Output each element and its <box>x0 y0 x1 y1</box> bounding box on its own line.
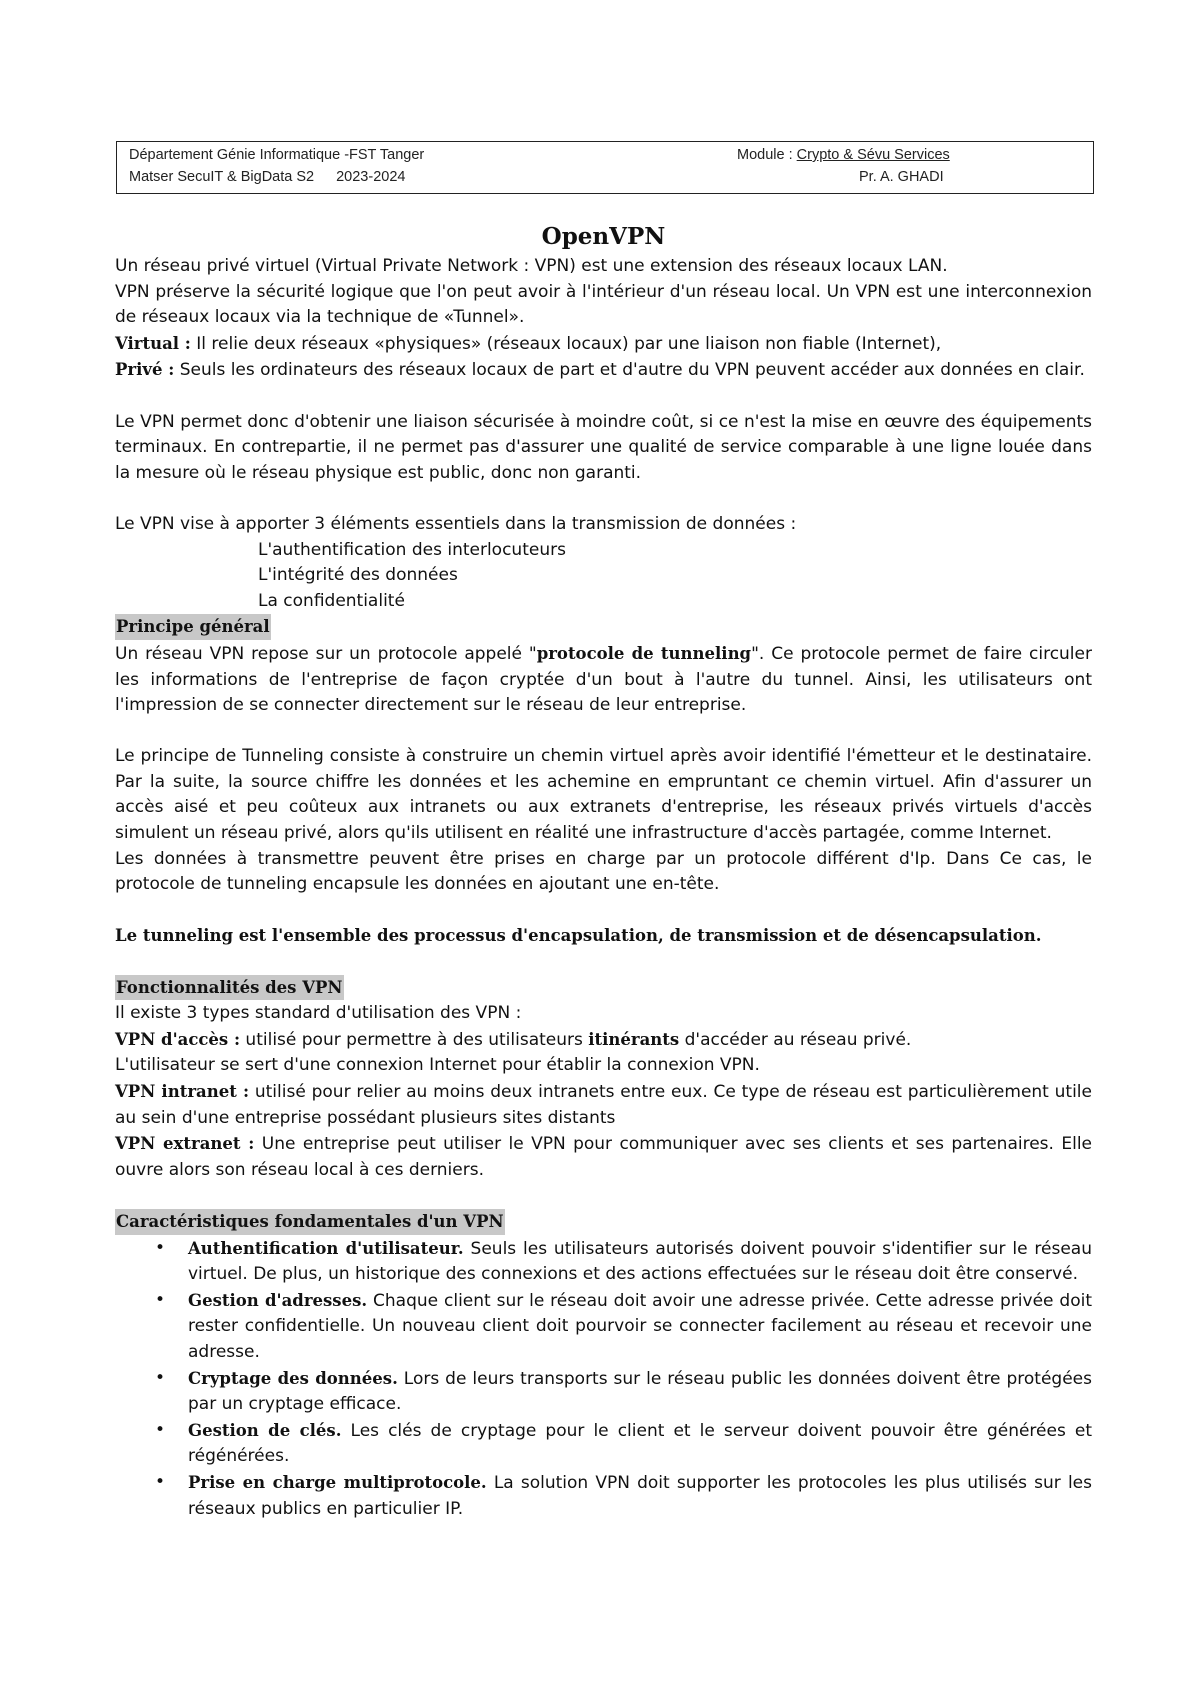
fonctionnalites-intro: Il existe 3 types standard d'utilisation des VPN : <box>115 1003 522 1024</box>
tunneling-statement: Le tunneling est l'ensemble des processus d'encapsulation, de transmission et de désencapsulation. <box>115 926 1042 946</box>
page-title: OpenVPN <box>541 223 666 250</box>
program-line <box>129 169 405 185</box>
list-item: • Gestion de clés. Les clés de cryptage pour le client et le serveur doivent pouvoir être générées et régénérées. <box>115 1418 1092 1470</box>
section-heading-principe: Principe général <box>115 614 271 640</box>
vpn-acces-detail: L'utilisateur se sert d'une connexion Internet pour établir la connexion VPN. <box>115 1055 760 1076</box>
vpn-intranet: VPN intranet : utilisé pour relier au moins deux intranets entre eux. Ce type de réseau est particulièrement utile au sein d'une entreprise possédant plusieurs sites distants <box>115 1082 1092 1128</box>
module-line <box>737 147 950 163</box>
program-label: Matser SecuIT & BigData S2 <box>129 169 315 185</box>
document-body <box>115 222 1092 1522</box>
principe-paragraph-1: Un réseau VPN repose sur un protocole appelé "protocole de tunneling". Ce protocole permet de faire circuler les informations de l'entreprise de façon cryptée d'un bout à l'autre du tunnel. Ainsi, les utilisateurs ont l'impression de se connecter directement sur le réseau de leur entreprise. <box>115 643 1092 716</box>
principe-paragraph-3: Les données à transmettre peuvent être prises en charge par un protocole différent d'Ip. Dans Ce cas, le protocole de tunneling encapsule les données en ajoutant une en-tête. <box>115 848 1092 895</box>
intro-paragraph-3: Le VPN permet donc d'obtenir une liaison sécurisée à moindre coût, si ce n'est la mise en œuvre des équipements terminaux. En contrepartie, il ne permet pas d'assurer une qualité de service comparable à une ligne louée dans la mesure où le réseau physique est public, donc non garanti. <box>115 411 1092 483</box>
list-item: • Authentification d'utilisateur. Seuls les utilisateurs autorisés doivent pouvoir s'identifier sur le réseau virtuel. De plus, un historique des connexions et des actions effectuées sur le réseau doit être conservé. <box>115 1236 1092 1288</box>
element-item: L'intégrité des données <box>258 565 458 586</box>
section-heading-caracteristiques: Caractéristiques fondamentales d'un VPN <box>115 1209 505 1235</box>
list-item: • Cryptage des données. Lors de leurs transports sur le réseau public les données doivent être protégées par un cryptage efficace. <box>115 1366 1092 1418</box>
academic-year: 2023-2024 <box>336 169 406 185</box>
tunneling-term: protocole de tunneling <box>536 643 752 663</box>
module-label: Module : <box>737 147 797 163</box>
list-item: • Prise en charge multiprotocole. La solution VPN doit supporter les protocoles les plus utilisés sur les réseaux publics en particulier IP. <box>115 1470 1092 1522</box>
principe-paragraph-2: Le principe de Tunneling consiste à construire un chemin virtuel après avoir identifié l'émetteur et le destinataire. Par la suite, la source chiffre les données et les achemine en empruntant ce chemin virtuel. Afin d'assurer un accès aisé et peu coûteux aux intranets ou aux extranets d'entreprise, les réseaux privés virtuels d'accès simulent un réseau privé, alors qu'ils utilisent en réalité une infrastructure d'accès partagée, comme Internet. <box>115 746 1092 844</box>
virtual-definition: Virtual : Il relie deux réseaux «physiques» (réseaux locaux) par une liaison non fiable (Internet), <box>115 333 942 354</box>
caracteristiques-list <box>115 1236 1092 1523</box>
intro-paragraph-2: VPN préserve la sécurité logique que l'on peut avoir à l'intérieur d'un réseau local. Un VPN est une interconnexion de réseaux locaux via la technique de «Tunnel». <box>115 281 1092 328</box>
document-header <box>116 141 1094 194</box>
department-label: Département Génie Informatique -FST Tanger <box>129 147 425 163</box>
element-item: L'authentification des interlocuteurs <box>258 539 566 560</box>
list-item: • Gestion d'adresses. Chaque client sur le réseau doit avoir une adresse privée. Cette adresse privée doit rester confidentielle. Un nouveau client doit pourvoir se connecter facilement au réseau et recevoir une adresse. <box>115 1288 1092 1366</box>
prive-definition: Privé : Seuls les ordinateurs des réseaux locaux de part et d'autre du VPN peuvent accéder aux données en clair. <box>115 360 1085 381</box>
professor-name: Pr. A. GHADI <box>859 169 944 185</box>
vpn-acces: VPN d'accès : utilisé pour permettre à des utilisateurs itinérants d'accéder au réseau privé. <box>115 1029 912 1050</box>
module-name: Crypto & Sévu Services <box>796 147 950 163</box>
element-item: La confidentialité <box>258 590 405 611</box>
virtual-label: Virtual : <box>115 333 191 353</box>
intro-paragraph-4: Le VPN vise à apporter 3 éléments essentiels dans la transmission de données : <box>115 513 797 534</box>
section-heading-fonctionnalites: Fonctionnalités des VPN <box>115 975 344 1001</box>
prive-label: Privé : <box>115 360 175 380</box>
intro-paragraph-1: Un réseau privé virtuel (Virtual Private Network : VPN) est une extension des réseaux locaux LAN. <box>115 256 948 276</box>
vpn-extranet: VPN extranet : Une entreprise peut utiliser le VPN pour communiquer avec ses clients et ses partenaires. Elle ouvre alors son réseau local à ces derniers. <box>115 1134 1092 1180</box>
